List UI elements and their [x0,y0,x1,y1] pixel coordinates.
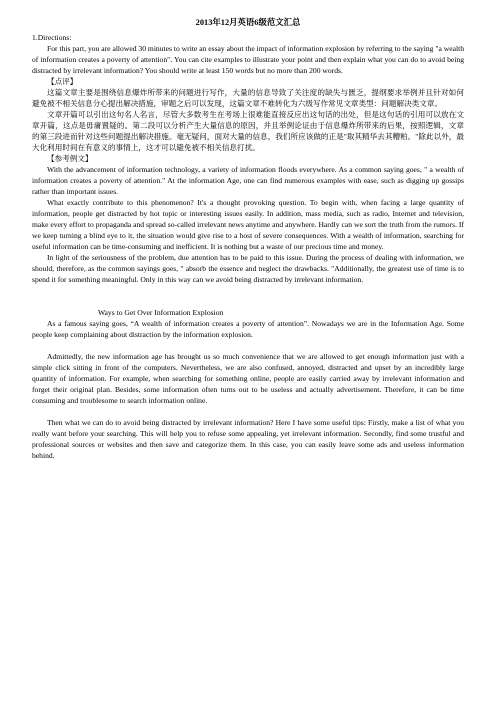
spacer [32,406,464,417]
spacer [32,340,464,351]
comment-heading: 【点评】 [47,77,78,86]
sample-paragraph-3: In light of the seriousness of the problem, due attention has to be paid to this issue. During the process of dealing with information, we should, therefore, as the common sayings goes, " absorb the essence and neglect the drawbacks. "Additionally, the greatest use of time is to spend it for something meaningful. Only in this way can we avoid being distracted by irrelevant information. [32,253,464,284]
essay2-title: Ways to Get Over Information Explosion [98,308,224,317]
comment-paragraph-1: 这篇文章主要是围绕信息爆炸所带来的问题进行写作，大量的信息导致了关注度的缺失与匮乏，提纲要求举例并且针对如何避免被不相关信息分心提出解决措施，审题之后可以发现，这篇文章不难转化为六级写作常见文章类型：问题解决类文章。 [32,88,464,108]
spacer [32,285,464,307]
essay2-paragraph-2: Admittedly, the new information age has brought us so much convenience that we are allowed to get enough information just with a simple click sitting in front of the computers. Nevertheless, we are also confused, annoyed, distracted and upset by an incredibly large quantity of information. For example, when searching for something online, people are easily carried away by irrelevant information and forget their original plan. Besides, some information often turns out to be useless and actually advertisement. Therefore, it can be time consuming and troublesome to search information online. [32,352,464,405]
sample-paragraph-1: With the advancement of information technology, a variety of information floods everywhere. As a common saying goes, " a wealth of information creates a poverty of attention." At the information Age, one can find numerous examples with ease, such as digging up gossips rather than important issues. [32,165,464,196]
essay2-paragraph-1: As a famous saying goes, “A wealth of information creates a poverty of attention”. Nowadays we are in the Information Age. Some people keep complaining about distraction by the information explosion. [32,319,464,339]
comment-paragraph-2: 文章开篇可以引出这句名人名言，尽管大多数考生在考场上很难能直接反应出这句话的出处，但是这句话的引用可以放在文章开篇，这点是毋庸置疑的。第二段可以分析产生大量信息的原因，并且举例论证由于信息爆炸所带来的后果，按照逻辑，文章的第三段进而针对这些问题提出解决措施。毫无疑问，面对大量的信息，我们所应该做的正是"取其精华去其糟粕。"除此以外，最大化利用时间在有意义的事情上，这才可以避免被不相关信息打扰。 [32,110,464,152]
document-title: 2013年12月英语6级范文汇总 [195,18,301,27]
directions-text: For this part, you are allowed 30 minutes to write an essay about the impact of information explosion by referring to the saying "a wealth of information creates a poverty of attention". You can cite examples to illustrate your point and then explain what you can do to avoid being distracted by irrelevant information? You should write at least 150 words but no more than 200 words. [32,44,464,75]
essay2-paragraph-3: Then what we can do to avoid being distracted by irrelevant information? Here I have some useful tips: Firstly, make a list of what you really want before your searching. This will help you to refuse some appealing, yet irrelevant information. Secondly, find some trustful and professional sources or websites and then save and categorize them. In this case, you can easily leave some ads and useless information behind. [32,418,464,460]
sample-paragraph-2: What exactly contribute to this phenomenon? It's a thought provoking question. To begin with, when facing a large quantity of information, people get distracted by hot topic or interesting issues easily. In addition, mass media, such as radio, Internet and television, make every effort to propaganda and spread so-called irrelevant news anytime and anywhere. Hardly can we sort the truth from the rumors. If we keep turning a blind eye to it, the situation would give rise to a host of severe consequences. With a wealth of information, searching for useful information can be time-consuming and inefficient. It is nothing but a waste of our precious time and money. [32,198,464,251]
sample-heading: 【参考例文】 [47,154,93,163]
directions-label: 1.Directions: [32,33,72,42]
